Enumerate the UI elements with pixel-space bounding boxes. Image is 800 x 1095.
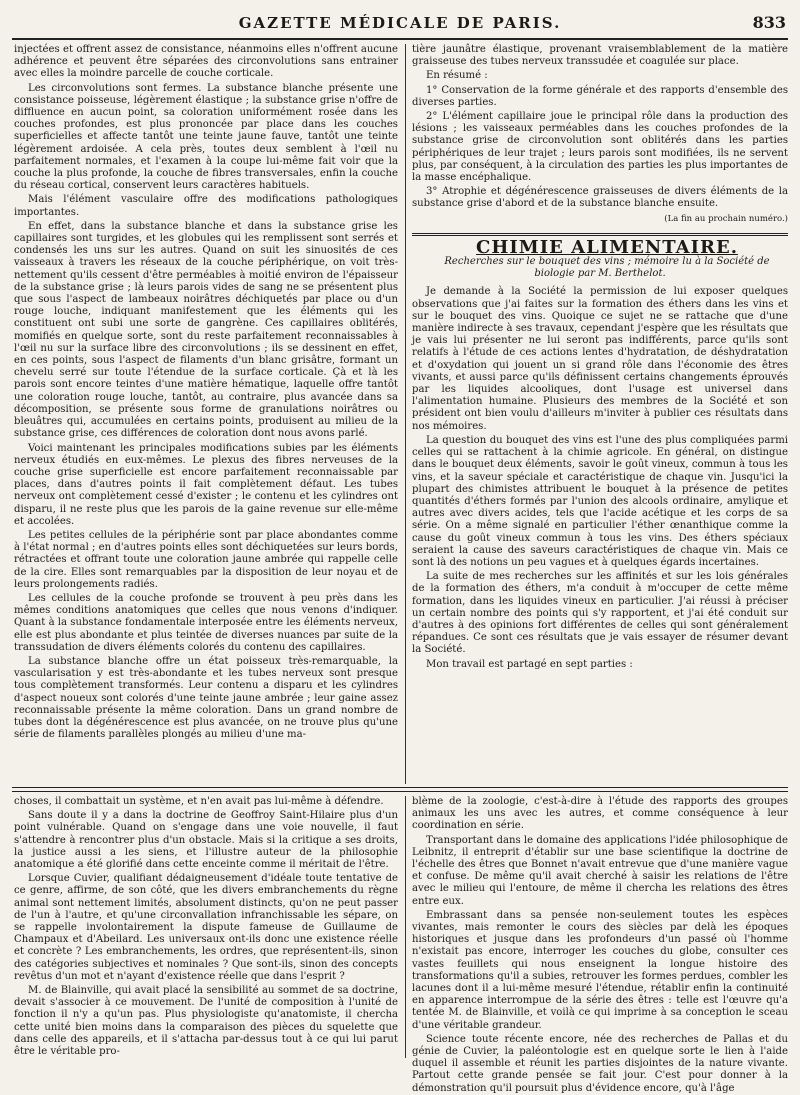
paragraph: 3° Atrophie et dégénérescence graisseuses de divers éléments de la substance grise d'abord et de la substance blanche ensuite.: [412, 186, 788, 210]
paragraph: Les petites cellules de la périphérie sont par place abondantes comme à l'état normal ; en d'autres points elles sont déchiquetées sur leurs bords, rétractées et offrant toute une coloration jaune ambrée qui rappelle celle de la cire. Elles sont remarquables par la disposition de leur noyau et de leurs prolongements radiés.: [14, 529, 398, 590]
paragraph: Lorsque Cuvier, qualifiant dédaigneusement d'idéale toute tentative de ce genre, affirme, de son côté, que les divers embranchements du règne animal sont nettement limités, absolument distincts, qu'on ne peut passer de l'un à l'autre, et qu'une circonvallation infranchissable les sépare, on se rappelle involontairement la dispute fameuse de Guillaume de Champaux et d'Abeilard. Les universaux ont-ils donc une existence réelle et concrète ? Les embranchements, les ordres, que représentent-ils, sinon des catégories subjectives et nominales ? Que sont-ils, sinon des concepts revêtus d'un mot et n'ayant d'existence réelle que dans l'esprit ?: [14, 873, 398, 982]
journal-title: GAZETTE MÉDICALE DE PARIS.: [238, 14, 562, 32]
section-header: [412, 233, 788, 281]
upper-left-column: [14, 44, 398, 782]
section-subtitle: Recherches sur le bouquet des vins ; mémoire lu à la Société de biologie par M. Berthelot.: [444, 256, 770, 280]
page-header: [0, 0, 800, 40]
page-number: 833: [752, 13, 786, 32]
paragraph: Mon travail est partagé en sept parties :: [426, 658, 633, 670]
paragraph: choses, il combattait un système, et n'en avait pas lui-même à défendre.: [14, 796, 384, 807]
paragraph: La suite de mes recherches sur les affinités et sur les lois générales de la formation des éthers, m'a conduit à m'occuper de cette même formation, dans les liquides vineux en particulier. J'ai réussi à préciser un certain nombre des points qui s'y rapportent, et j'ai été conduit sur d'autres à des opinions fort différentes de celles qui sont généralement répandues. Ce sont ces résultats que je vais essayer de résumer devant la Société.: [412, 571, 788, 656]
paragraph: 1° Conservation de la forme générale et des rapports d'ensemble des diverses parties.: [412, 84, 788, 108]
paragraph: Les circonvolutions sont fermes. La substance blanche présente une consistance poisseuse, légèrement élastique ; la substance grise n'offre de diffluence en aucun point, sa coloration uniformément rosée dans les couches profondes, est plus prononcée par place dans les couches superficielles et affecte tantôt une teinte jaune fauve, tantôt une teinte légèrement ardoisée. A cela près, toutes deux semblent à l'œil nu parfaitement normales, et l'examen à la coupe lui-même fait voir que la couche la plus profonde, la couche de fibres transversales, enfin la couche du réseau cortical, conservent leurs caractères habituels.: [14, 82, 398, 192]
column-divider-upper: [405, 44, 406, 784]
paragraph: Je demande à la Société la permission de lui exposer quelques observations que j'ai faites sur la formation des éthers dans les vins et sur le bouquet des vins. Quoique ce sujet ne se rattache que d'une manière indirecte à ses travaux, cependant j'espère que les résultats que je vais lui présenter ne lui seront pas indifférents, parce qu'ils sont relatifs à l'étude de ces actions lentes d'hydratation, de déshydratation et d'oxydation qui jouent un si grand rôle dans l'économie des êtres vivants, et aussi parce qu'ils définissent certains changements éprouvés par les liquides alcooliques, dont l'usage est universel dans l'alimentation humaine. Plusieurs des membres de la Société et son président ont bien voulu d'ailleurs m'inviter à publier ces résultats dans nos mémoires.: [412, 286, 788, 432]
paragraph: Science toute récente encore, née des recherches de Pallas et du génie de Cuvier, la paléontologie est en quelque sorte le lien à l'aide duquel il assemble et réunit les parties disjointes de la nature vivante. Partout cette grande pensée se fait jour. C'est pour donner à la démonstration qu'il poursuit plus d'évidence encore, qu'à l'âge: [412, 1033, 788, 1094]
paragraph: Transportant dans le domaine des applications l'idée philosophique de Leibnitz, il entreprit d'établir sur une base scientifique la doctrine de l'échelle des êtres que Bonnet n'avait entrevue que d'une manière vague et confuse. De même qu'il avait cherché à saisir les relations de l'être avec le milieu qui l'entoure, de même il chercha les relations des êtres entre eux.: [412, 834, 788, 907]
article-body: [412, 286, 788, 670]
paragraph: En effet, dans la substance blanche et dans la substance grise les capillaires sont turgides, et les globules qui les remplissent sont serrés et condensés les uns sur les autres. Quand on suit les sinuosités de ces vaisseaux à travers les réseaux de la couche périphérique, on voit très-nettement qu'ils cessent d'être perméables à moitié environ de l'épaisseur de la substance grise ; là leurs parois vides de sang ne se présentent plus que sous l'aspect de lambeaux noirâtres déchiquetés par place ou d'un rouge louche, indiquant manifestement que les éléments qui les constituent ont subi une sorte de gangrène. Ces capillaires oblitérés, momifiés en quelque sorte, sont du reste parfaitement reconnaissables à l'œil nu sur la surface libre des circonvolutions ; ils se dessinent en effet, en ces points, sous l'aspect de filaments d'un blanc grisâtre, formant un chevelu serré sur toute l'étendue de la surface corticale. Çà et là les parois sont encore teintes d'une matière hématique, laquelle offre tantôt une coloration rouge louche, tantôt, au contraire, plus avancée dans sa décomposition, se présente sous forme de granulations noirâtres ou bleuâtres qui, accumulées en certains points, produisent au milieu de la substance grise, ces différences de coloration dont nous avons parlé.: [14, 220, 398, 440]
paragraph: tière jaunâtre élastique, provenant vraisemblablement de la matière graisseuse des tubes nerveux transsudée et coagulée sur place.: [412, 44, 788, 68]
paragraph: M. de Blainville, qui avait placé la sensibilité au sommet de sa doctrine, devait s'associer à ce mouvement. De l'unité de composition à l'unité de fonction il n'y a qu'un pas. Plus physiologiste qu'anatomiste, il chercha cette unité bien moins dans la comparaison des pièces du squelette que dans celle des appareils, et il s'attacha par-dessus tout à ce qui lui parut être le véritable pro-: [14, 985, 398, 1058]
paragraph: Embrassant dans sa pensée non-seulement toutes les espèces vivantes, mais remonter le cours des siècles par delà les époques historiques et jusque dans les profondeurs d'un passé où l'homme n'existait pas encore, interroger les couches du globe, consulter ces vastes feuillets qui nous enseignent la longue histoire des transformations qu'il a subies, retrouver les formes perdues, combler les lacunes dont il a lui-même mesuré l'étendue, rétablir enfin la continuité en apparence interrompue de la série des êtres : telle est l'œuvre qu'a tentée M. de Blainville, et voilà ce qui imprime à sa conception le sceau d'une véritable grandeur.: [412, 909, 788, 1031]
paragraph: injectées et offrent assez de consistance, néanmoins elles n'offrent aucune adhérence et peuvent être séparées des circonvolutions sans entrainer avec elles la moindre parcelle de couche corticale.: [14, 44, 398, 80]
continued-note: (La fin au prochain numéro.): [664, 213, 788, 224]
paragraph: En résumé :: [426, 70, 488, 82]
header-rule: [12, 38, 788, 40]
article-conclusion: [412, 44, 788, 211]
column-divider-lower: [405, 796, 406, 1058]
paragraph: 2° L'élément capillaire joue le principal rôle dans la production des lésions ; les vaisseaux perméables dans les couches profondes de la substance grise de circonvolution sont oblitérés dans les parties périphériques de leur trajet ; leurs parois sont modifiées, ils ne servent plus, par conséquent, à la circulation des parties les plus importantes de la masse encéphalique.: [412, 111, 788, 184]
upper-right-column: [412, 44, 788, 782]
paragraph: La substance blanche offre un état poisseux très-remarquable, la vascularisation y est très-abondante et les tubes nerveux sont presque tous complètement transformés. Leur contenu a disparu et les cylindres d'aspect noueux sont colorés d'une teinte jaune ambrée ; leur gaine assez reconnaissable présente la même coloration. Dans un grand nombre de tubes dont la dégénérescence est plus avancée, on ne trouve plus qu'une série de filaments parallèles plongés au milieu d'une ma-: [14, 655, 398, 741]
paragraph: Sans doute il y a dans la doctrine de Geoffroy Saint-Hilaire plus d'un point vulnérable. Quand on s'engage dans une voie nouvelle, il faut s'attendre à rencontrer plus d'un obstacle. Mais si la critique a ses droits, la justice aussi a les siens, et l'illustre auteur de la philosophie anatomique a été glorifié dans cette enceinte comme il méritait de l'être.: [14, 810, 398, 871]
horizontal-separator: [12, 787, 788, 792]
paragraph: La question du bouquet des vins est l'une des plus compliquées parmi celles qui se rattachent à la chimie agricole. En général, on distingue dans le bouquet deux éléments, savoir le goût vineux, commun à tous les vins, et la saveur spéciale et caractéristique de chaque vin. Jusqu'ici la plupart des chimistes attribuent le bouquet à la présence de petites quantités d'éthers formés par l'union des alcools ordinaire, amylique et autres avec divers acides, tels que l'acide acétique et les corps de sa série. On a même signalé en particulier l'éther œnanthique comme la cause du goût vineux commun à tous les vins. Des éthers spéciaux seraient la cause des saveurs caractéristiques de chaque vin. Mais ce sont là des notions un peu vagues et à quelques égards incertaines.: [412, 434, 788, 568]
paragraph: blème de la zoologie, c'est-à-dire à l'étude des rapports des groupes animaux les uns avec les autres, et comme conséquence à leur coordination en série.: [412, 796, 788, 832]
section-title: CHIMIE ALIMENTAIRE.: [476, 236, 738, 258]
paragraph: Les cellules de la couche profonde se trouvent à peu près dans les mêmes conditions anatomiques que celles que nous venons d'indiquer. Quant à la substance fondamentale interposée entre les éléments nerveux, elle est plus abondante et plus teintée de diverses nuances par suite de la transsudation de divers éléments colorés du contenu des capillaires.: [14, 592, 398, 653]
lower-left-column: [14, 796, 398, 1058]
lower-right-column: [412, 796, 788, 1094]
paragraph: Mais l'élément vasculaire offre des modifications pathologiques importantes.: [14, 194, 398, 218]
paragraph: Voici maintenant les principales modifications subies par les éléments nerveux étudiés en eux-mêmes. Le plexus des fibres nerveuses de la couche grise superficielle est encore parfaitement reconnaissable par places, dans d'autres points il fait complètement défaut. Les tubes nerveux ont complètement cessé d'exister ; le contenu et les cylindres ont disparu, il ne reste plus que les parois de la gaine revenue sur elle-même et accolées.: [14, 442, 398, 527]
